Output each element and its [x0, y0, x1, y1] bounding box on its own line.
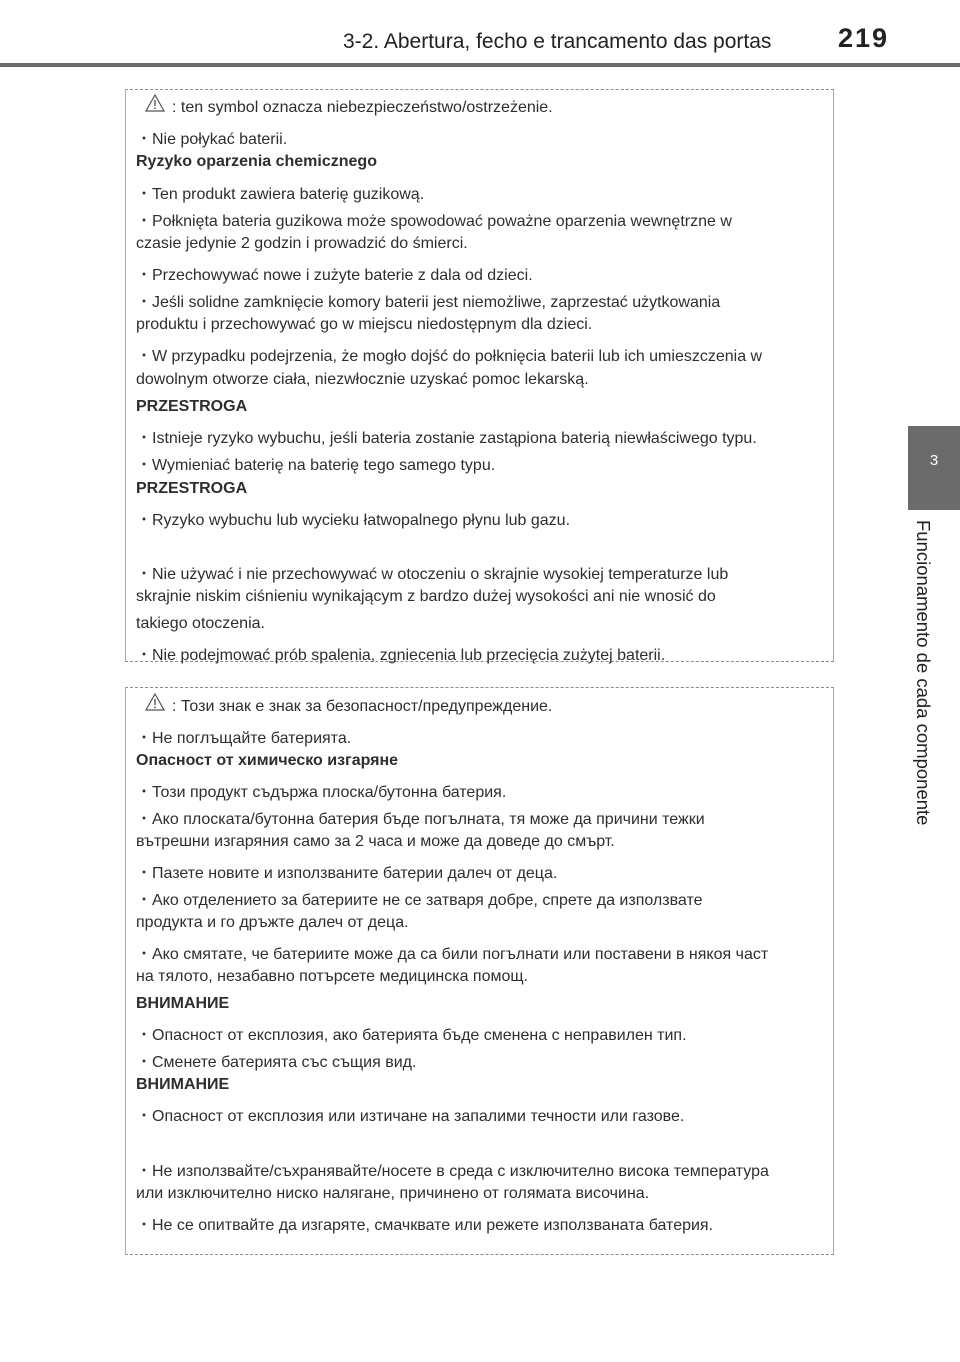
text-line: ・Пазете новите и използваните батерии далеч от деца.	[136, 865, 558, 882]
section-heading: Опасност от химическо изгаряне	[136, 752, 399, 769]
warning-legend: : ten symbol oznacza niebezpieczeństwo/ostrzeżenie.	[172, 99, 553, 116]
text-line: takiego otoczenia.	[136, 615, 265, 632]
text-line: ・Istnieje ryzyko wybuchu, jeśli bateria zostanie zastąpiona baterią niewłaściwego typu.	[136, 430, 757, 447]
text-line: продукта и го дръжте далеч от деца.	[136, 914, 409, 931]
header-divider	[0, 63, 960, 67]
section-heading: Ryzyko oparzenia chemicznego	[136, 153, 377, 170]
text-line: ・Przechowywać nowe i zużyte baterie z dala od dzieci.	[136, 267, 533, 284]
text-line: ・Ако плоската/бутонна батерия бъде погълната, тя може да причини тежки	[136, 811, 705, 828]
chapter-number: 3	[929, 452, 939, 469]
text-line: ・Połknięta bateria guzikowa może spowodować poważne oparzenia wewnętrzne w	[136, 213, 732, 230]
text-line: ・Ten produkt zawiera baterię guzikową.	[136, 186, 425, 203]
text-line: skrajnie niskim ciśnieniu wynikającym z bardzo dużej wysokości ani nie wnosić do	[136, 588, 716, 605]
warning-triangle-icon	[145, 94, 165, 112]
text-line: dowolnym otworze ciała, niezwłocznie uzyskać pomoc lekarską.	[136, 371, 589, 388]
text-line: или изключително ниско налягане, причинено от голямата височина.	[136, 1185, 650, 1202]
warning-legend: : Този знак е знак за безопасност/предупреждение.	[172, 698, 553, 715]
text-line: ・Опасност от експлозия или изтичане на запалими течности или газове.	[136, 1108, 685, 1125]
chapter-tab	[908, 426, 960, 510]
text-line: ・Nie połykać baterii.	[136, 131, 288, 148]
text-line: на тялото, незабавно потърсете медицинска помощ.	[136, 968, 528, 985]
caution-heading: PRZESTROGA	[136, 480, 248, 497]
text-line: вътрешни изгаряния само за 2 часа и може да доведе до смърт.	[136, 833, 615, 850]
page-number: 219	[838, 23, 890, 53]
caution-heading: ВНИМАНИЕ	[136, 995, 230, 1012]
text-line: produktu i przechowywać go w miejscu niedostępnym dla dzieci.	[136, 316, 593, 333]
text-line: ・Ryzyko wybuchu lub wycieku łatwopalnego płynu lub gazu.	[136, 512, 571, 529]
text-line: ・Ако смятате, че батериите може да са били погълнати или поставени в някоя част	[136, 946, 769, 963]
text-line: ・Nie używać i nie przechowywać w otoczeniu o skrajnie wysokiej temperaturze lub	[136, 566, 729, 583]
text-line: ・Не поглъщайте батерията.	[136, 730, 352, 747]
caution-heading: PRZESTROGA	[136, 398, 248, 415]
text-line: ・Сменете батерията със същия вид.	[136, 1054, 417, 1071]
section-title: 3-2. Abertura, fecho e trancamento das portas	[343, 30, 772, 53]
text-line: ・Jeśli solidne zamknięcie komory baterii jest niemożliwe, zaprzestać użytkowania	[136, 294, 721, 311]
text-line: ・Не използвайте/съхранявайте/носете в среда с изключително висока температура	[136, 1163, 769, 1180]
text-line: ・Nie podejmować prób spalenia, zgniecenia lub przecięcia zużytej baterii.	[136, 647, 666, 664]
text-line: ・W przypadku podejrzenia, że mogło dojść do połknięcia baterii lub ich umieszczenia w	[136, 348, 763, 365]
warning-triangle-icon	[145, 693, 165, 711]
caution-heading: ВНИМАНИЕ	[136, 1076, 230, 1093]
text-line: ・Не се опитвайте да изгаряте, смачквате или режете използваната батерия.	[136, 1217, 714, 1234]
text-line: ・Опасност от експлозия, ако батерията бъде сменена с неправилен тип.	[136, 1027, 687, 1044]
text-line: ・Wymieniać baterię na baterię tego samego typu.	[136, 457, 496, 474]
text-line: ・Този продукт съдържа плоска/бутонна батерия.	[136, 784, 507, 801]
chapter-label: Funcionamento de cada componente	[913, 520, 934, 826]
text-line: czasie jedynie 2 godzin i prowadzić do śmierci.	[136, 235, 468, 252]
text-line: ・Ако отделението за батериите не се затваря добре, спрете да използвате	[136, 892, 703, 909]
